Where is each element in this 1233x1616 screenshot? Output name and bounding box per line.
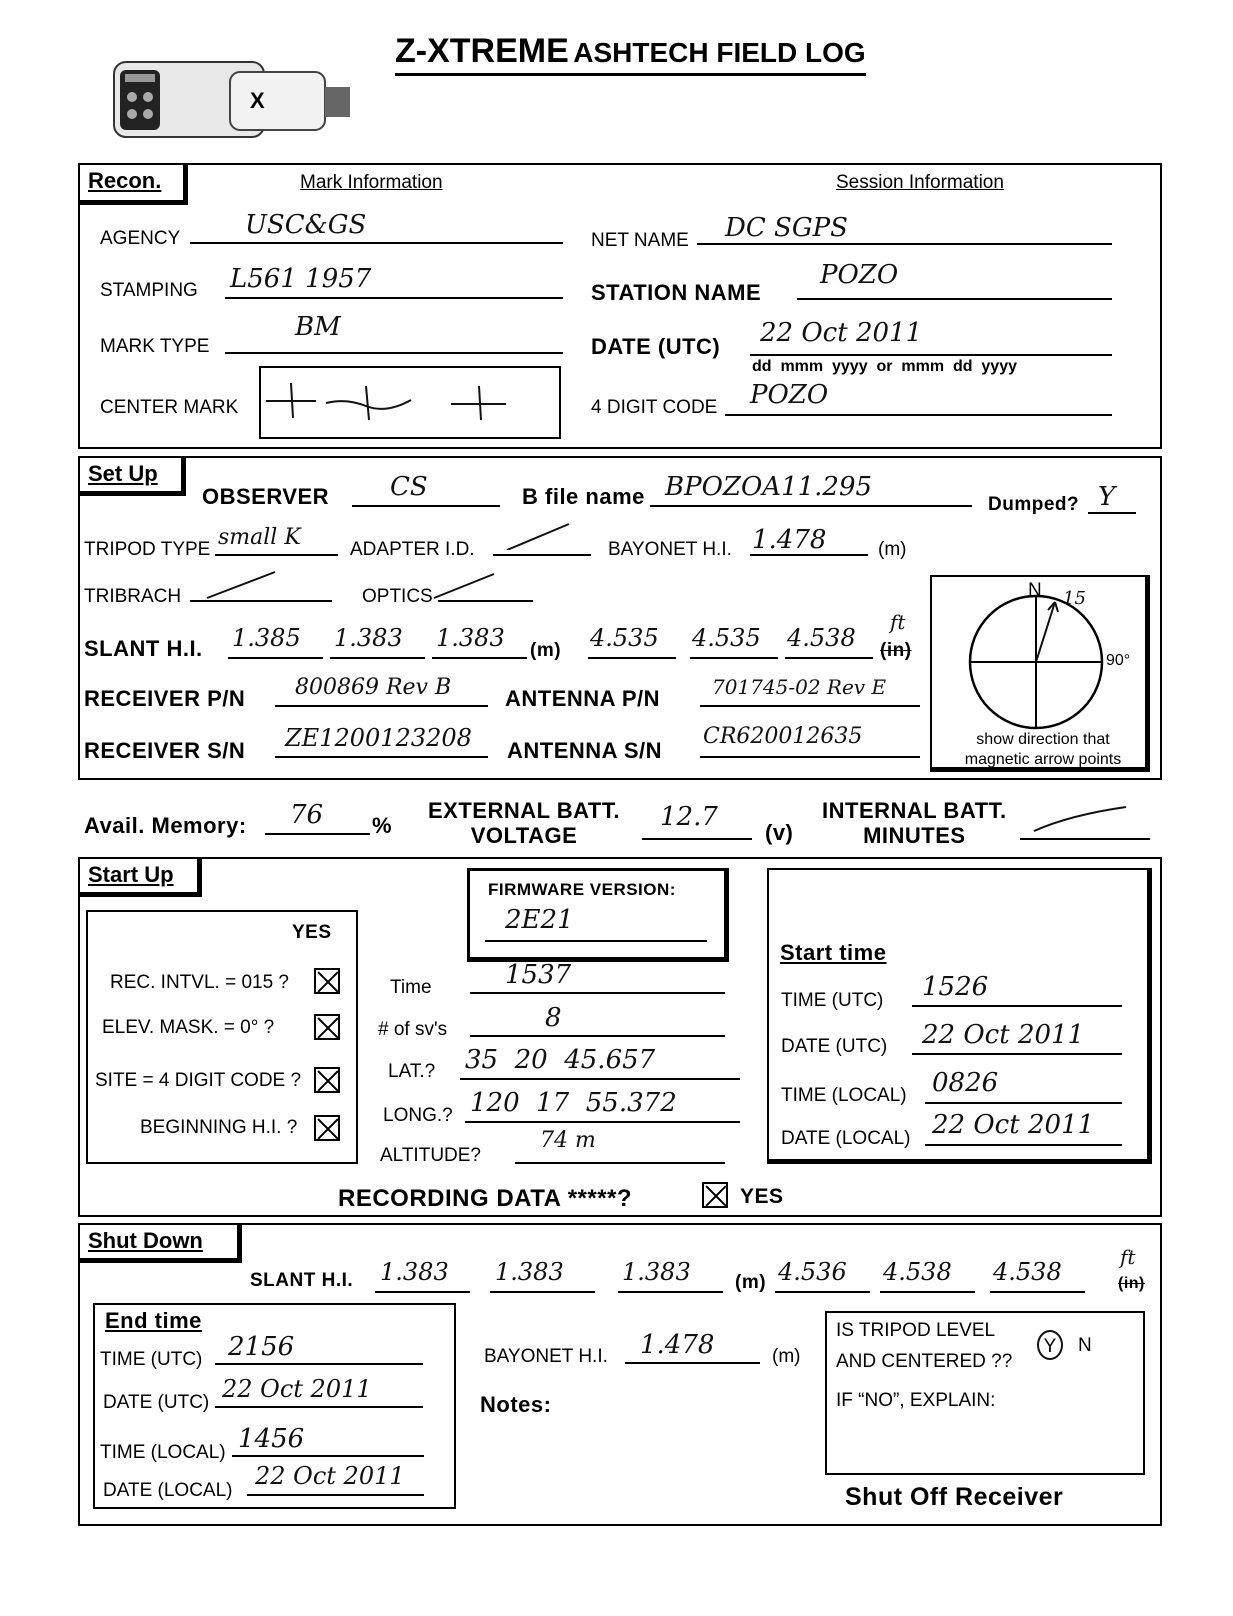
recording-check-box[interactable]	[702, 1182, 728, 1208]
start-time-utc-value[interactable]: 1526	[922, 972, 989, 1002]
end-time-local-line	[232, 1455, 424, 1457]
start-date-utc-line	[912, 1053, 1122, 1055]
mark-info-header: Mark Information	[300, 172, 443, 193]
lat-label: LAT.?	[388, 1061, 436, 1082]
receiver-pn-value[interactable]: 800869 Rev B	[295, 675, 452, 700]
optics-dash	[432, 570, 502, 600]
compass-90-label: 90°	[1106, 652, 1131, 669]
antenna-pn-label: ANTENNA P/N	[505, 686, 661, 711]
antenna-pn-value[interactable]: 701745-02 Rev E	[712, 675, 887, 699]
tribrach-dash	[205, 570, 285, 600]
slant-m-line-3	[432, 657, 527, 659]
startup-tab: Start Up	[78, 857, 202, 897]
shutdown-slant-ft-unit: (in)	[1118, 1275, 1145, 1292]
recon-tab: Recon.	[78, 163, 188, 205]
check-beginning-hi-box[interactable]	[314, 1115, 340, 1141]
firmware-value[interactable]: 2E21	[505, 905, 574, 935]
slant-m-1[interactable]: 1.385	[232, 624, 301, 652]
station-name-line	[797, 298, 1112, 300]
tribrach-label: TRIBRACH	[84, 586, 182, 607]
slant-m-line-2	[330, 657, 425, 659]
shutdown-slant-label: SLANT H.I.	[250, 1270, 354, 1291]
check-site-code-box[interactable]	[314, 1067, 340, 1093]
svg-text:X: X	[250, 88, 265, 113]
receiver-device-image	[110, 42, 360, 150]
tripod-line	[215, 554, 338, 556]
slant-m-line-1	[228, 657, 323, 659]
start-time-local-label: TIME (LOCAL)	[781, 1085, 907, 1106]
slant-ft-2[interactable]: 4.535	[692, 624, 761, 652]
shut-off-label: Shut Off Receiver	[845, 1483, 1064, 1511]
tripod-level-label-1: IS TRIPOD LEVEL	[836, 1320, 996, 1341]
compass-caption: show direction that magnetic arrow points	[964, 731, 1122, 768]
firmware-line	[485, 940, 707, 942]
shutdown-bayonet-label: BAYONET H.I.	[484, 1346, 608, 1367]
ext-batt-label-line2: VOLTAGE	[470, 823, 578, 848]
explain-label: IF “NO”, EXPLAIN:	[836, 1390, 996, 1411]
shutdown-slant-ft-1[interactable]: 4.536	[778, 1258, 847, 1286]
shutdown-bayonet-unit: (m)	[772, 1346, 801, 1367]
int-batt-label	[822, 798, 1007, 848]
svs-label: # of sv's	[378, 1019, 448, 1040]
start-date-local-label: DATE (LOCAL)	[781, 1128, 911, 1149]
code-value[interactable]: POZO	[750, 380, 829, 410]
start-time-utc-line	[912, 1005, 1122, 1007]
memory-value[interactable]: 76	[290, 800, 324, 830]
int-batt-dash	[1030, 805, 1130, 835]
lat-line	[460, 1078, 740, 1080]
ext-batt-unit: (v)	[765, 820, 794, 845]
ext-batt-value[interactable]: 12.7	[660, 802, 718, 832]
long-value[interactable]: 120 17 55.372	[470, 1088, 677, 1118]
int-batt-line	[1020, 838, 1150, 840]
end-date-utc-value[interactable]: 22 Oct 2011	[222, 1375, 372, 1403]
bayonet-label: BAYONET H.I.	[608, 539, 732, 560]
observer-label: OBSERVER	[202, 484, 330, 509]
shutdown-slant-m-2[interactable]: 1.383	[495, 1258, 564, 1286]
slant-m-unit: (m)	[530, 640, 562, 661]
start-time-utc-label: TIME (UTC)	[781, 990, 884, 1011]
check-elev-mask-label: ELEV. MASK. = 0° ?	[102, 1017, 275, 1038]
dumped-value[interactable]: Y	[1098, 482, 1116, 512]
bayonet-value[interactable]: 1.478	[752, 525, 827, 555]
code-label: 4 DIGIT CODE	[591, 397, 718, 418]
center-mark-label: CENTER MARK	[100, 397, 239, 418]
end-time-utc-label: TIME (UTC)	[100, 1349, 203, 1370]
shutdown-slant-ft-line-2	[880, 1291, 975, 1293]
alt-value[interactable]: 74 m	[540, 1128, 596, 1153]
notes-label: Notes:	[480, 1392, 552, 1417]
shutdown-slant-m-3[interactable]: 1.383	[622, 1258, 691, 1286]
start-time-local-value[interactable]: 0826	[932, 1068, 999, 1098]
end-date-utc-label: DATE (UTC)	[103, 1392, 210, 1413]
slant-m-2[interactable]: 1.383	[334, 624, 403, 652]
slant-ft-note: ft	[890, 610, 906, 634]
check-elev-mask-box[interactable]	[314, 1014, 340, 1040]
end-time-local-label: TIME (LOCAL)	[100, 1442, 226, 1463]
net-name-label: NET NAME	[591, 230, 689, 251]
lat-value[interactable]: 35 20 45.657	[465, 1045, 656, 1075]
shutdown-slant-m-1[interactable]: 1.383	[380, 1258, 449, 1286]
shutdown-slant-m-line-3	[618, 1291, 723, 1293]
long-label: LONG.?	[383, 1105, 453, 1126]
center-mark-sketch	[261, 368, 559, 437]
firmware-label: FIRMWARE VERSION:	[488, 880, 676, 899]
slant-ft-1[interactable]: 4.535	[590, 624, 659, 652]
receiver-sn-line	[275, 756, 488, 758]
start-date-utc-value[interactable]: 22 Oct 2011	[922, 1020, 1085, 1050]
antenna-pn-line	[700, 705, 920, 707]
slant-ft-line-1	[588, 657, 676, 659]
int-batt-label-line1: INTERNAL BATT.	[822, 798, 1007, 823]
memory-line	[265, 833, 370, 835]
shutdown-slant-ft-line-3	[990, 1291, 1085, 1293]
checks-yes-header: YES	[292, 922, 332, 943]
shutdown-bayonet-line	[625, 1362, 760, 1364]
check-beginning-hi-label: BEGINNING H.I. ?	[140, 1117, 298, 1138]
station-name-value[interactable]: POZO	[820, 260, 899, 290]
observer-value[interactable]: CS	[390, 472, 428, 502]
net-name-line	[697, 243, 1112, 245]
shutdown-slant-ft-line-1	[775, 1291, 870, 1293]
slant-label: SLANT H.I.	[84, 636, 203, 661]
start-time-local-line	[925, 1102, 1122, 1104]
slant-m-3[interactable]: 1.383	[436, 624, 505, 652]
start-date-local-line	[925, 1144, 1122, 1146]
start-date-local-value[interactable]: 22 Oct 2011	[932, 1110, 1095, 1140]
mark-type-line	[225, 352, 563, 354]
receiver-sn-label: RECEIVER S/N	[84, 738, 246, 763]
session-info-header: Session Information	[836, 172, 1004, 193]
compass-degree-value[interactable]: 15	[1063, 588, 1086, 609]
title-main: Z-XTREME	[395, 32, 569, 70]
slant-ft-3[interactable]: 4.538	[787, 624, 856, 652]
dumped-label: Dumped?	[988, 494, 1080, 515]
tripod-n-option[interactable]: N	[1078, 1335, 1092, 1356]
agency-line	[190, 242, 563, 244]
antenna-sn-line	[700, 756, 920, 758]
tripod-y-option[interactable]: Y	[1037, 1330, 1063, 1360]
form-title	[395, 32, 866, 76]
mark-type-value[interactable]: BM	[295, 312, 341, 342]
shutdown-slant-ft-3[interactable]: 4.538	[993, 1258, 1062, 1286]
antenna-sn-value[interactable]: CR620012635	[703, 724, 863, 749]
stamping-label: STAMPING	[100, 280, 198, 301]
ext-batt-label	[428, 798, 620, 848]
recording-label: RECORDING DATA *****?	[338, 1185, 633, 1212]
start-time-header: Start time	[780, 940, 887, 965]
slant-ft-unit: (in)	[880, 640, 912, 661]
slant-ft-line-2	[690, 657, 778, 659]
optics-line	[438, 600, 533, 602]
optics-label: OPTICS	[362, 586, 433, 607]
stamping-value[interactable]: L561 1957	[230, 264, 372, 294]
end-date-local-value[interactable]: 22 Oct 2011	[255, 1462, 405, 1490]
setup-tab: Set Up	[78, 456, 186, 496]
date-label: DATE (UTC)	[591, 334, 721, 359]
end-time-header: End time	[105, 1308, 202, 1333]
tripod-value[interactable]: small K	[218, 525, 301, 550]
alt-label: ALTITUDE?	[380, 1145, 482, 1166]
bfile-line	[650, 505, 972, 507]
agency-value[interactable]: USC&GS	[245, 210, 367, 240]
check-site-code-label: SITE = 4 DIGIT CODE ?	[95, 1070, 302, 1091]
end-time-utc-value[interactable]: 2156	[228, 1332, 295, 1362]
shutdown-slant-ft-2[interactable]: 4.538	[883, 1258, 952, 1286]
shutdown-slant-m-line-2	[490, 1291, 595, 1293]
end-date-local-label: DATE (LOCAL)	[103, 1480, 233, 1501]
code-line	[725, 414, 1112, 416]
date-format-hint: dd mmm yyyy or mmm dd yyyy	[752, 358, 1017, 375]
slant-ft-line-3	[785, 657, 873, 659]
tribrach-line	[190, 600, 332, 602]
shutdown-slant-m-unit: (m)	[735, 1272, 767, 1293]
shutdown-tab: Shut Down	[78, 1223, 242, 1263]
start-date-utc-label: DATE (UTC)	[781, 1036, 888, 1057]
shutdown-slant-m-line-1	[375, 1291, 470, 1293]
alt-line	[515, 1162, 725, 1164]
bfile-value[interactable]: BPOZOA11.295	[665, 472, 873, 502]
receiver-pn-label: RECEIVER P/N	[84, 686, 246, 711]
time-label: Time	[390, 977, 432, 998]
time-line	[470, 992, 725, 994]
memory-label: Avail. Memory:	[84, 813, 247, 838]
svs-line	[470, 1035, 725, 1037]
net-name-value[interactable]: DC SGPS	[725, 213, 848, 243]
adapter-label: ADAPTER I.D.	[350, 539, 475, 560]
time-value[interactable]: 1537	[505, 960, 572, 990]
memory-unit: %	[372, 813, 393, 838]
bfile-label: B file name	[522, 484, 645, 509]
station-name-label: STATION NAME	[591, 280, 762, 305]
end-date-utc-line	[215, 1406, 423, 1408]
long-line	[465, 1121, 740, 1123]
date-line	[750, 354, 1112, 356]
receiver-pn-line	[275, 705, 488, 707]
end-time-utc-line	[215, 1363, 423, 1365]
ext-batt-label-line1: EXTERNAL BATT.	[428, 798, 620, 823]
end-date-local-line	[247, 1494, 424, 1496]
ext-batt-line	[642, 838, 752, 840]
check-rec-intvl-box[interactable]	[314, 968, 340, 994]
bayonet-unit: (m)	[878, 539, 907, 560]
recording-yes: YES	[740, 1185, 784, 1208]
mark-type-label: MARK TYPE	[100, 336, 210, 357]
stamping-line	[225, 297, 563, 299]
tripod-level-label-2: AND CENTERED ??	[836, 1351, 1013, 1372]
check-rec-intvl-label: REC. INTVL. = 015 ?	[110, 972, 289, 993]
shutdown-slant-ft-note: ft	[1120, 1245, 1136, 1269]
receiver-sn-value[interactable]: ZE1200123208	[285, 724, 472, 752]
svs-value[interactable]: 8	[545, 1003, 562, 1033]
dumped-line	[1088, 512, 1136, 514]
title-sub: ASHTECH FIELD LOG	[573, 37, 866, 68]
adapter-dash	[505, 520, 575, 550]
adapter-line	[493, 554, 591, 556]
center-mark-box	[259, 366, 561, 439]
antenna-sn-label: ANTENNA S/N	[507, 738, 663, 763]
agency-label: AGENCY	[100, 228, 181, 249]
compass-n-label: N	[1028, 580, 1042, 601]
shutdown-bayonet-value[interactable]: 1.478	[640, 1330, 715, 1360]
int-batt-label-line2: MINUTES	[863, 823, 966, 848]
end-time-local-value[interactable]: 1456	[238, 1424, 305, 1454]
tripod-label: TRIPOD TYPE	[84, 539, 211, 560]
date-value[interactable]: 22 Oct 2011	[760, 318, 923, 348]
observer-line	[352, 505, 500, 507]
